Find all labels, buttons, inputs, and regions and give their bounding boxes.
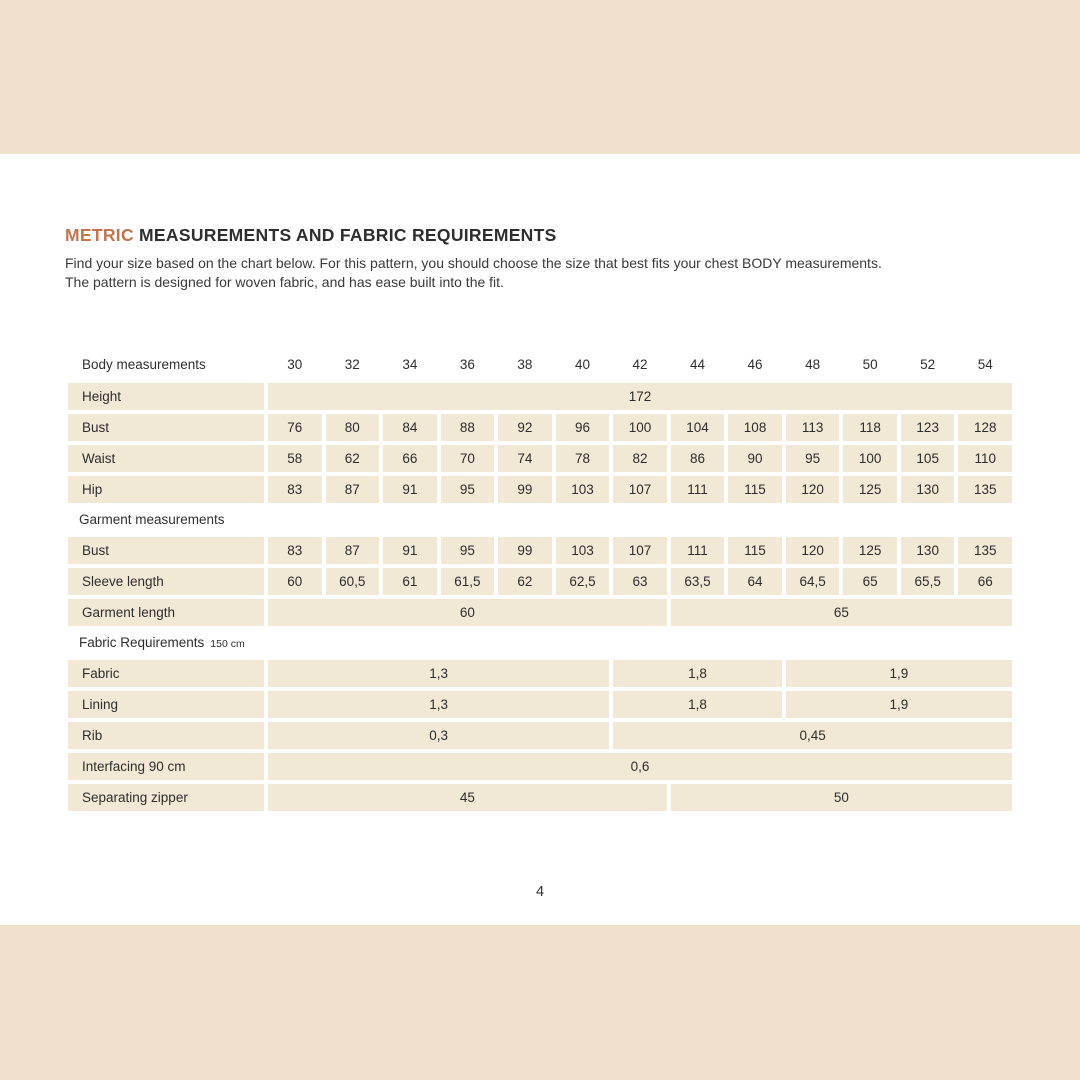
row-label: Sleeve length (68, 568, 264, 595)
value-cell: 100 (613, 414, 667, 441)
value-cell: 99 (498, 476, 552, 503)
value-cell: 104 (671, 414, 725, 441)
size-column-header: 36 (459, 357, 475, 372)
value-cell: 113 (786, 414, 840, 441)
size-column-header: 32 (344, 357, 360, 372)
value-cell: 110 (958, 445, 1012, 472)
value-cell: 115 (728, 476, 782, 503)
size-column-header: 50 (862, 357, 878, 372)
value-cell: 74 (498, 445, 552, 472)
value-cell: 84 (383, 414, 437, 441)
value-cell: 65,5 (901, 568, 955, 595)
value-cell: 82 (613, 445, 667, 472)
value-cell: 108 (728, 414, 782, 441)
value-cell: 0,6 (268, 753, 1012, 780)
section-label: Fabric Requirements (79, 635, 205, 650)
value-cell: 135 (958, 476, 1012, 503)
size-column-header: 42 (632, 357, 648, 372)
page-title (65, 225, 1015, 246)
value-cell: 66 (383, 445, 437, 472)
value-cell: 61 (383, 568, 437, 595)
value-cell: 130 (901, 476, 955, 503)
value-cell: 111 (671, 476, 725, 503)
page-content (65, 225, 1015, 292)
section-label-row (68, 507, 1012, 533)
value-cell: 80 (326, 414, 380, 441)
value-cell: 87 (326, 537, 380, 564)
table-row (68, 784, 1012, 811)
value-cell: 1,3 (268, 691, 609, 718)
value-cell: 64,5 (786, 568, 840, 595)
page-title-rest: MEASUREMENTS AND FABRIC REQUIREMENTS (133, 225, 557, 245)
value-cell: 103 (556, 476, 610, 503)
value-cell: 91 (383, 476, 437, 503)
value-cell: 65 (671, 599, 1012, 626)
value-cell: 99 (498, 537, 552, 564)
table-row (68, 660, 1012, 687)
bottom-color-band (0, 925, 1080, 1080)
value-cell: 123 (901, 414, 955, 441)
size-table (68, 351, 1012, 815)
value-cell: 88 (441, 414, 495, 441)
value-cell: 125 (843, 476, 897, 503)
value-cell: 45 (268, 784, 667, 811)
section-label-row (68, 630, 1012, 656)
size-column-header: 44 (690, 357, 706, 372)
value-cell: 1,9 (786, 691, 1012, 718)
value-cell: 172 (268, 383, 1012, 410)
value-cell: 107 (613, 476, 667, 503)
value-cell: 1,8 (613, 660, 782, 687)
row-label: Bust (68, 537, 264, 564)
table-header-row (68, 351, 1012, 378)
value-cell: 64 (728, 568, 782, 595)
value-cell: 118 (843, 414, 897, 441)
value-cell: 95 (441, 537, 495, 564)
row-label: Garment length (68, 599, 264, 626)
value-cell: 86 (671, 445, 725, 472)
row-label: Waist (68, 445, 264, 472)
table-row (68, 753, 1012, 780)
size-column-header: 54 (977, 357, 993, 372)
value-cell: 135 (958, 537, 1012, 564)
table-row (68, 691, 1012, 718)
value-cell: 60,5 (326, 568, 380, 595)
size-column-header: 52 (920, 357, 936, 372)
table-row (68, 414, 1012, 441)
row-label: Hip (68, 476, 264, 503)
value-cell: 83 (268, 476, 322, 503)
table-row (68, 537, 1012, 564)
row-label: Body measurements (82, 357, 206, 372)
size-column-header: 46 (747, 357, 763, 372)
value-cell: 58 (268, 445, 322, 472)
value-cell: 62 (498, 568, 552, 595)
row-label: Rib (68, 722, 264, 749)
value-cell: 125 (843, 537, 897, 564)
value-cell: 63,5 (671, 568, 725, 595)
section-label: Garment measurements (79, 512, 225, 527)
value-cell: 120 (786, 537, 840, 564)
size-column-header: 34 (402, 357, 418, 372)
table-row (68, 599, 1012, 626)
value-cell: 0,3 (268, 722, 609, 749)
value-cell: 92 (498, 414, 552, 441)
size-column-header: 38 (517, 357, 533, 372)
page-title-accent: METRIC (65, 225, 134, 245)
value-cell: 96 (556, 414, 610, 441)
value-cell: 130 (901, 537, 955, 564)
size-column-header: 48 (805, 357, 821, 372)
row-label: Interfacing 90 cm (68, 753, 264, 780)
value-cell: 115 (728, 537, 782, 564)
table-row (68, 383, 1012, 410)
value-cell: 120 (786, 476, 840, 503)
value-cell: 70 (441, 445, 495, 472)
top-color-band (0, 0, 1080, 154)
value-cell: 62,5 (556, 568, 610, 595)
value-cell: 50 (671, 784, 1012, 811)
value-cell: 61,5 (441, 568, 495, 595)
value-cell: 83 (268, 537, 322, 564)
value-cell: 78 (556, 445, 610, 472)
row-label: Bust (68, 414, 264, 441)
table-row (68, 445, 1012, 472)
size-column-header: 30 (287, 357, 303, 372)
value-cell: 107 (613, 537, 667, 564)
value-cell: 95 (441, 476, 495, 503)
value-cell: 105 (901, 445, 955, 472)
value-cell: 60 (268, 599, 667, 626)
page-number: 4 (535, 884, 545, 900)
table-row (68, 722, 1012, 749)
value-cell: 63 (613, 568, 667, 595)
section-label-small: 150 cm (210, 638, 245, 650)
row-label: Lining (68, 691, 264, 718)
value-cell: 62 (326, 445, 380, 472)
value-cell: 100 (843, 445, 897, 472)
intro-line-1: Find your size based on the chart below. For this pattern, you should choose the size that best fits your chest BODY measurements. (65, 255, 882, 271)
value-cell: 1,8 (613, 691, 782, 718)
row-label: Height (68, 383, 264, 410)
value-cell: 1,3 (268, 660, 609, 687)
value-cell: 87 (326, 476, 380, 503)
value-cell: 103 (556, 537, 610, 564)
value-cell: 95 (786, 445, 840, 472)
table-row (68, 568, 1012, 595)
value-cell: 65 (843, 568, 897, 595)
value-cell: 128 (958, 414, 1012, 441)
size-column-header: 40 (574, 357, 590, 372)
table-row (68, 476, 1012, 503)
value-cell: 60 (268, 568, 322, 595)
value-cell: 90 (728, 445, 782, 472)
row-label: Separating zipper (68, 784, 264, 811)
intro-paragraph (65, 254, 1015, 292)
value-cell: 76 (268, 414, 322, 441)
row-label: Fabric (68, 660, 264, 687)
intro-line-2: The pattern is designed for woven fabric, and has ease built into the fit. (65, 274, 504, 290)
value-cell: 0,45 (613, 722, 1012, 749)
value-cell: 66 (958, 568, 1012, 595)
value-cell: 1,9 (786, 660, 1012, 687)
value-cell: 91 (383, 537, 437, 564)
value-cell: 111 (671, 537, 725, 564)
